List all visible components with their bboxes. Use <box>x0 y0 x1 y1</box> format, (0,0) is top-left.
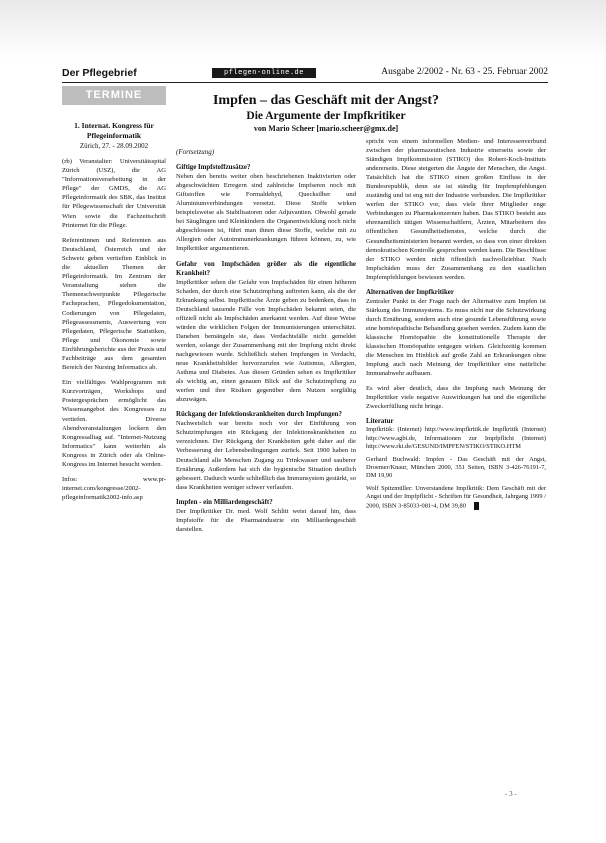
section-heading: Gefahr von Impfschäden größer als die eigentliche Krankheit? <box>176 260 356 277</box>
sidebar-paragraph: Ein vielfältiges Wahlprogramm mit Kurzvorträgen, Workshops und Postergesprächen ermöglicht das Wissensangebot des Kongresses zu vertiefen. Diverse Abendveranstaltungen lockern den Kongressalltag auf. "Internet-Nutzung Informatics" kann weiterhin als Kongress in Zürich oder als Online-Kongress im Internet besucht werden. <box>62 379 166 468</box>
article-paragraph: spricht von einem informellen Medien- und Interessenverbund zwischen der pharmazeutischen Industrie einerseits sowie der Ständigen Impfkommission (STIKO) des Robert-Koch-Instituts andererseits. Diese steigerten die Ängste der Menschen, die Angst. Tatsächlich hat die STIKO einen großen Einfluss in der Bundesrepublik, denn sie ist ständig für Impfempfehlungen zuständig und ist eng mit der Industrie verbunden. Die Impfkritiker werfen der STIKO vor, dass viele ihrer Mitglieder enge Verbindungen zu Pharmakonzernen haben. Das STIKO besteht aus ehrenamtlich tätigen Wissenschaftlern, Ärzten, Mitarbeitern des öffentlichen Gesundheitsdienstes, welche durch die Gesundheitsministerien benannt werden, so dass von einer direkten demokratischen Kontrolle gesprochen werden kann. Die Beschlüsse der STIKO werden nicht öffentlich nachvollziehbar. Nach Impfschäden muss der Zusammenhang zu den staatlichen Impfempfehlungen bewiesen werden. <box>366 138 546 281</box>
page-header <box>62 66 548 80</box>
article-author: von Mario Scheer [mario.scheer@gmx.de] <box>253 124 399 133</box>
article-title: Impfen – das Geschäft mit der Angst? <box>212 93 440 108</box>
event-date: Zürich, 27. - 28.09.2002 <box>79 142 149 150</box>
event-title: 1. Internat. Kongress für Pflegeinformatik <box>74 121 154 140</box>
article-paragraph: Nachweislich war bereits noch vor der Einführung von Schutzimpfungen ein Rückgang der Infektionskrankheiten zu verzeichnen. Der Rückgang der Krankheiten geht daher auf die Verbesserung der Lebensbedingungen zurück. Seit 1900 haben in Deutschland alle Menschen Zugang zu Trinkwasser und sauberer Ernährung. Außerdem hat sich die hygienische Situation deutlich gebessert. Dadurch wurde schließlich das Immunsystem gestärkt, so dass Krankheiten weniger schwer verlaufen. <box>176 420 357 491</box>
article-paragraph: Der Impfkritiker Dr. med. Wolf Schlitt weist darauf hin, dass Impfstoffe für die Pharmaindustrie ein Milliardengeschäft darstellen. <box>176 507 356 533</box>
reference-item <box>366 485 546 511</box>
reference-item: Gerhard Buchwald: Impfen - Das Geschäft mit der Angst, Droemer/Knaur, München 2000, 351 Seiten, ISBN 3-426-76191-7, DM 19,90 <box>366 455 546 480</box>
publication-name: Der Pflegebrief <box>62 67 137 79</box>
section-heading: Giftige Impfstoffzusätze? <box>176 164 251 172</box>
continuation-note: (Fortsetzung) <box>176 148 215 156</box>
reference-list <box>366 426 546 510</box>
section-heading: Impfen - ein Milliardengeschäft? <box>176 498 273 506</box>
termine-heading: TERMINE <box>62 86 166 105</box>
issue-info: Ausgabe 2/2002 - Nr. 63 - 25. Februar 2002 <box>381 67 548 77</box>
site-logo: pflegen-online.de <box>212 68 316 78</box>
sidebar-info-link[interactable]: Infos: www.pr-internet.com/kongresse/2002-pflegeinformatik2002-info.asp <box>62 476 166 502</box>
literature-heading: Literatur <box>366 418 394 426</box>
header-rule <box>62 82 548 83</box>
section-heading: Rückgang der Infektionskrankheiten durch Impfungen? <box>176 411 342 419</box>
section-heading: Alternativen der Impfkritiker <box>366 288 454 296</box>
article-column-1 <box>176 148 356 540</box>
article-paragraph: Zentraler Punkt in der Frage nach der Alternative zum Impfen ist Stärkung des Immunsystems. Es muss nicht nur die Schutzwirkung durch Ernährung, sondern auch eine gesunde Lebensführung sowie eine homöopathische Behandlung gesehen werden. Zudem kann die klassische Homöopathie die konstitutionelle Therapie der klassischen Homöopathie entgegen wirken. Gleichzeitig kommen die Menschen im Hinblick auf große Zahl an Erkrankungen ohne Impfung auch nach Meinung der Impfkritiker eine natürliche Immunabwehr aufbauen. <box>366 297 546 378</box>
article-subtitle: Die Argumente der Impfkritiker <box>246 110 406 122</box>
sidebar <box>62 86 166 502</box>
sidebar-paragraph: (rb) Veranstalter: Universitätsspital Zürich (USZ), die AG "Informationsverarbeitung in der Pflege" der GMDS, die AG Pflegeinformatik des SBK, das Institut für Pflegewissenschaft der Universität Wien sowie die Fachzeitschrift Printernet für die Pflege. <box>62 158 166 229</box>
reference-item[interactable]: Impfkritik: (Internet) http://www.impfkritik.de Impfkritik (Internet) http://www.agbi.de, Informationen zur Impfpflicht (Internet) http://www.rki.de/GESUND/IMPFEN/STIKO/STIKO.HTM <box>366 426 546 451</box>
article-paragraph: Es wird aber deutlich, dass die Impfung nach Meinung der Impfkritiker viele negative Auswirkungen hat und die eigentliche Zweckerfüllung nicht bringe. <box>366 385 546 411</box>
reference-text: Wolf Spitzmüller: Unverstandene Impfkritik: Dem Geschäft mit der Angst und der Impfpflicht - Schriften für Gesundheit, Jahrgang 1999 / 2000, ISBN 3-85033-081-4, DM 39,80 <box>366 484 546 510</box>
article-header <box>176 93 476 134</box>
article-paragraph: Impfkritiker sehen die Gefahr von Impfschäden für einen höheren Schaden, der durch eine Schutzimpfung auftreten kann, als die der Erkrankung selbst. Impfkritische Ärzte geben zu bedenken, dass in Deutschland tausende Fälle von Impfschäden bekannt seien, die offiziell nicht als Impfschäden anerkannt werden. Auf diese Weise würden die wirklichen Folgen der Immunisierungen unterschätzt. Daneben bemängeln sie, dass Verdachtsfälle nicht gemeldet werden, solange der Zusammenhang mit der Impfung nicht direkt nachgewiesen wurde. Schließlich stehen Impfungen in Verdacht, neue Krankheitsbilder hervorzurufen wie Autismus, Allergien, Asthma und Diabetes. Aus diesen Gründen sehen es Impfkritiker als wichtig an, einen genauen Blick auf die Schutzimpfung zu werfen und ihre Risiken gegenüber dem Nutzen sorgfältig abzuwägen. <box>176 278 356 404</box>
end-of-article-icon <box>474 502 479 510</box>
article-paragraph: Neben den bereits weiter oben beschriebenen Inaktivierten oder abgeschwächten Erregern sind zahlreiche Impfseren noch mit Giftstoffen wie Formaldehyd, Quecksilber und Aluminiumverbindungen versetzt. Diese Stoffe wirken beispielsweise als Stabilisatoren oder Adjuvantien. Obwohl gerade bei Säuglingen und Kleinkindern die Organentwicklung noch nicht abgeschlossen ist, führt man ihnen diese Stoffe, welche mit zu Allergien oder Autoimmunerkrankungen führen können, zu, wie Impfkritiker argumentieren. <box>176 173 356 253</box>
page-number: - 3 - <box>505 790 517 798</box>
scan-background <box>0 0 606 60</box>
sidebar-paragraph: Referentinnen und Referenten aus Deutschland, Österreich und der Schweiz geben vertieften Einblick in die aktuellen Themen der Pflegeinformatik. Im Zentrum der Veranstaltung stehen die Themenschwerpunkte Pflegerische Fachsprachen, Pflegedokumentation, Codierungen von Pflegedaten, Pflegeassessments, Auswertung von Pflegedaten, Pflegerische Statistiken, Pflege und Ökonomie sowie Einführungsberichte aus der Praxis und Fachbeiträge aus dem gesamten Bereich der Nursing Informatics ab. <box>62 236 167 372</box>
article-column-2 <box>366 137 546 515</box>
